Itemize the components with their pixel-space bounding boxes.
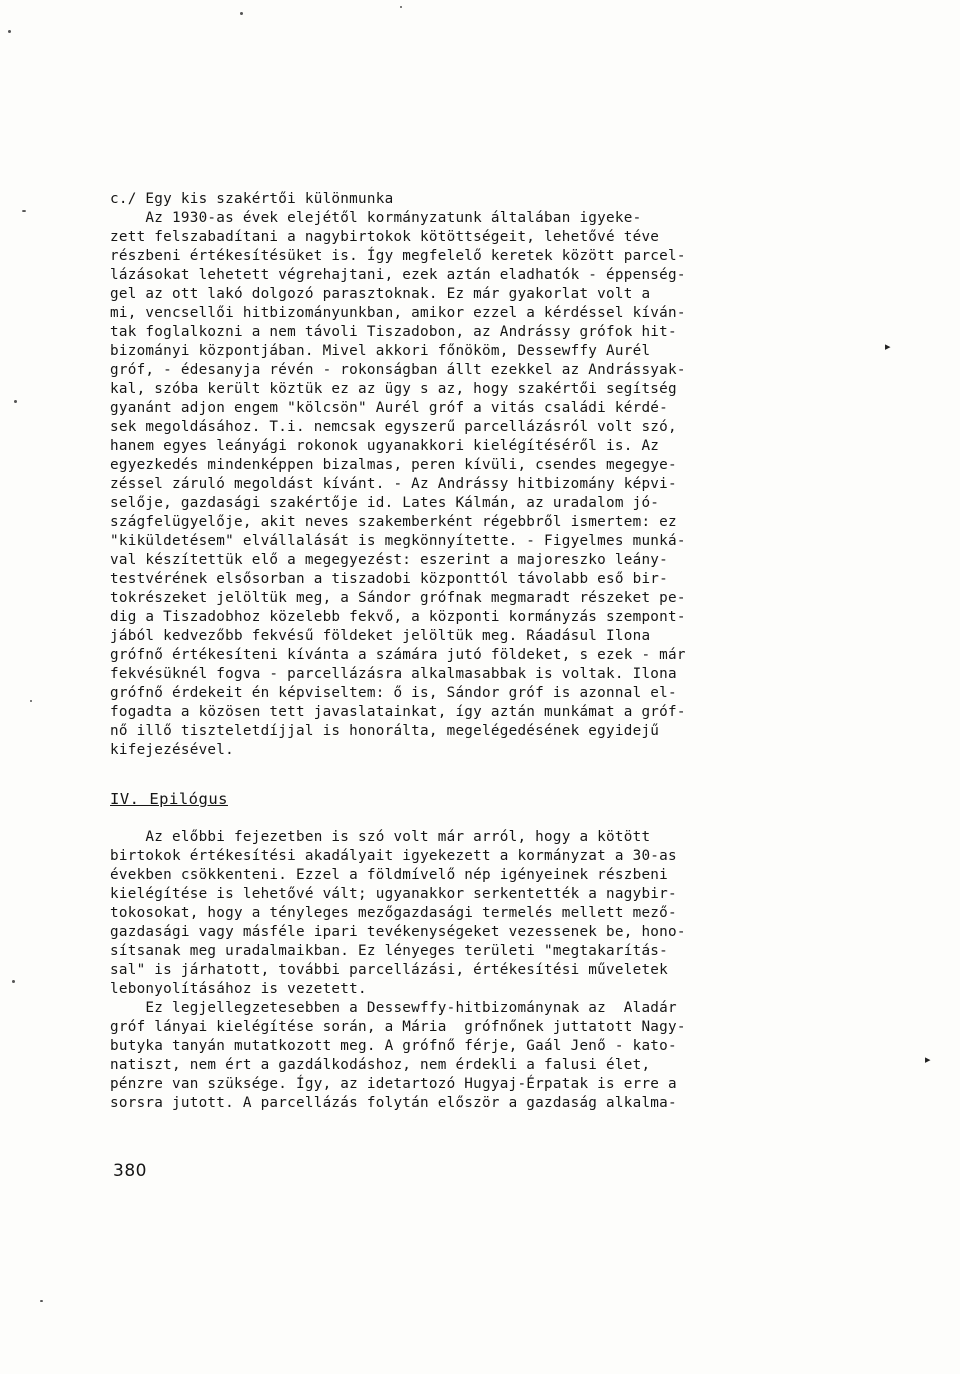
text-line: dig a Tiszadobhoz közelebb fekvő, a központi kormányzás szempont- (110, 609, 686, 625)
text-line: birtokok értékesítési akadályait igyekezett a kormányzat a 30-as (110, 848, 677, 864)
text-line: Az 1930-as évek elejétől kormányzatunk általában igyeke- (110, 210, 642, 226)
scan-speck (40, 1300, 43, 1302)
text-line: kal, szóba került köztük ez az ügy s az, hogy szakértői segítség (110, 381, 677, 397)
text-line: Az előbbi fejezetben is szó volt már arról, hogy a kötött (110, 829, 651, 845)
text-line: gyanánt adjon engem "kölcsön" Aurél gróf a vitás családi kérdé- (110, 400, 669, 416)
text-line: lebonyolításához is vezetett. (110, 981, 367, 997)
scan-speck (400, 6, 402, 8)
scan-speck (240, 12, 243, 15)
text-line: bizományi központjában. Mivel akkori főnököm, Dessewffy Aurél (110, 343, 651, 359)
scan-speck (30, 700, 32, 702)
text-line: val készítettük elő a megegyezést: eszerint a majoreszko leány- (110, 552, 669, 568)
text-line: zéssel záruló megoldást kívánt. - Az Andrássy hitbizomány képvi- (110, 476, 677, 492)
text-line: Ez legjellegzetesebben a Dessewffy-hitbizománynak az Aladár (110, 1000, 677, 1016)
text-line: fekvésüknél fogva - parcellázásra alkalmasabbak is voltak. Ilona (110, 666, 677, 682)
text-line: jából kedvezőbb fekvésű földeket jelöltük meg. Ráadásul Ilona (110, 628, 651, 644)
text-line: egyezkedés mindenképpen bizalmas, peren kívüli, csendes megegye- (110, 457, 677, 473)
text-line: kielégítése is lehetővé vált; ugyanakkor serkentették a nagybir- (110, 886, 677, 902)
scan-speck (22, 210, 26, 212)
text-line: lázásokat lehetett végrehajtani, ezek aztán eladhatók - éppenség- (110, 267, 686, 283)
text-line: "kiküldetésem" elvállalását is megkönnyítette. - Figyelmes munká- (110, 533, 686, 549)
text-line: években csökkenteni. Ezzel a földmívelő nép igényeinek részbeni (110, 867, 669, 883)
text-line: kifejezésével. (110, 742, 235, 758)
text-line: tokrészeket jelöltük meg, a Sándor grófnak megmaradt részeket pe- (110, 590, 686, 606)
text-line: testvérének elsősorban a tiszadobi központtól távolabb eső bir- (110, 571, 669, 587)
text-line: részbeni értékesítésüket is. Így megfelelő keretek között parcel- (110, 248, 686, 264)
text-line: c./ Egy kis szakértői különmunka (110, 191, 394, 207)
text-line: sítsanak meg uradalmaikban. Ez lényeges területi "megtakarítás- (110, 943, 669, 959)
section-iv-text (110, 828, 870, 1113)
epilogue-heading: IV. Epilógus (110, 790, 228, 808)
text-line: fogadta a közösen tett javaslatainkat, így aztán munkámat a gróf- (110, 704, 686, 720)
text-line: sorsra jutott. A parcellázás folytán először a gazdaság alkalma- (110, 1095, 677, 1111)
text-line: gróf, - édesanyja révén - rokonságban állt ezekkel az Andrássyak- (110, 362, 686, 378)
text-line: tak foglalkozni a nem távoli Tiszadobon, az Andrássy grófok hit- (110, 324, 677, 340)
text-line: grófnő értékesíteni kívánta a számára jutó földeket, s ezek - már (110, 647, 686, 663)
text-line: natiszt, nem ért a gazdálkodáshoz, nem érdekli a falusi élet, (110, 1057, 651, 1073)
scan-speck (14, 400, 17, 403)
text-line: nő illő tiszteletdíjjal is honorálta, megelégedésének egyidejű (110, 723, 660, 739)
text-line: pénzre van szüksége. Így, az idetartozó Hugyaj-Érpatak is erre a (110, 1076, 677, 1092)
text-line: grófnő érdekeit én képviseltem: ő is, Sándor gróf is azonnal el- (110, 685, 677, 701)
text-line: mi, vencsellői hitbizományunkban, amikor ezzel a kérdéssel kíván- (110, 305, 686, 321)
scan-speck (8, 30, 11, 33)
text-line: gel az ott lakó dolgozó parasztoknak. Ez már gyakorlat volt a (110, 286, 651, 302)
margin-bullet-icon: ▸ (925, 1053, 931, 1066)
scan-speck (12, 980, 15, 983)
text-line: gazdasági vagy másféle ipari tevékenységeket vezessenek be, hono- (110, 924, 686, 940)
text-line: tokosokat, hogy a tényleges mezőgazdasági termelés mellett mező- (110, 905, 677, 921)
text-line: zett felszabadítani a nagybirtokok kötöttségeit, lehetővé téve (110, 229, 660, 245)
text-line: hanem egyes leányági rokonok ugyanakkori kielégítéséről is. Az (110, 438, 660, 454)
text-line: selője, gazdasági szakértője id. Lates Kálmán, az uradalom jó- (110, 495, 660, 511)
text-line: sek megoldásához. T.i. nemcsak egyszerű parcellázásról volt szó, (110, 419, 677, 435)
section-c-text (110, 190, 870, 760)
text-line: butyka tanyán mutatkozott meg. A grófnő férje, Gaál Jenő - kato- (110, 1038, 677, 1054)
text-line: sal" is járhatott, további parcellázási, értékesítési műveletek (110, 962, 669, 978)
margin-bullet-icon: ▸ (885, 340, 891, 353)
page-number: 380 (113, 1161, 147, 1181)
text-line: gróf lányai kielégítése során, a Mária grófnőnek juttatott Nagy- (110, 1019, 686, 1035)
text-line: szágfelügyelője, akit neves szakemberként régebbről ismertem: ez (110, 514, 677, 530)
